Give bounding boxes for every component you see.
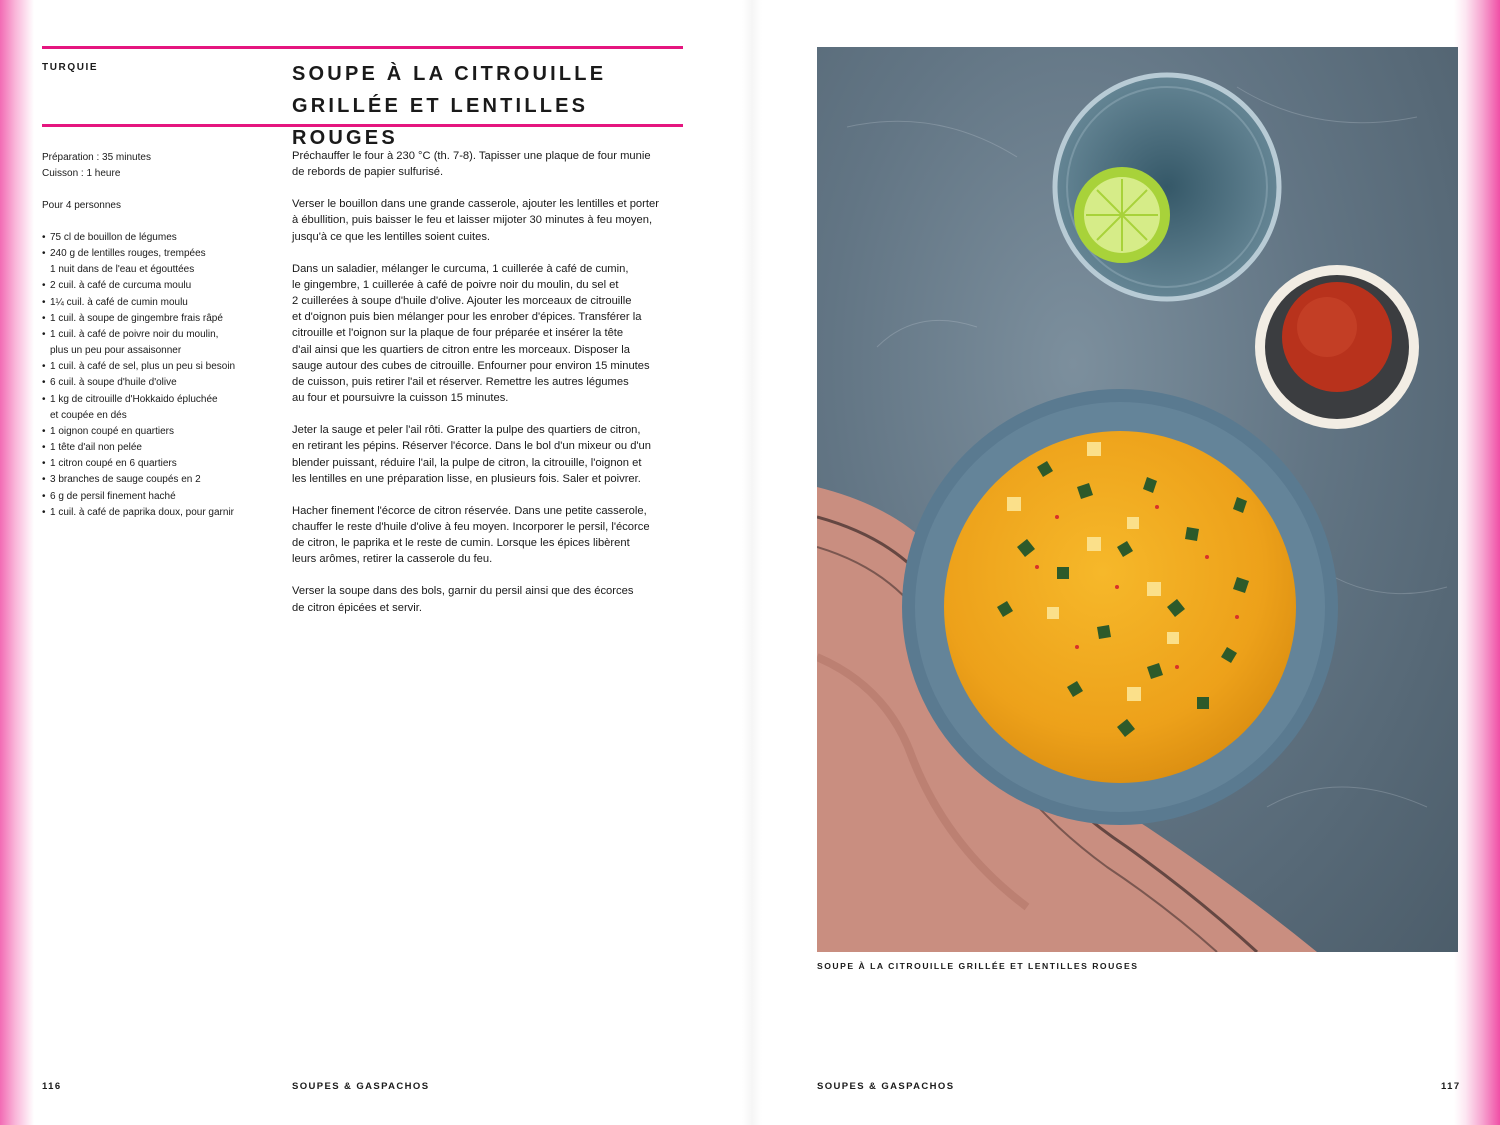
ingredient-text: 240 g de lentilles rouges, trempées 1 nuit dans de l'eau et égouttées bbox=[50, 248, 206, 276]
ingredient-item bbox=[42, 359, 262, 375]
header-rule-top bbox=[42, 46, 683, 49]
book-spine bbox=[742, 0, 762, 1125]
bullet-icon: • bbox=[42, 425, 46, 437]
ingredient-item bbox=[42, 278, 262, 294]
ingredient-item bbox=[42, 311, 262, 327]
page-edge-left bbox=[0, 0, 34, 1125]
recipe-step: Jeter la sauge et peler l'ail rôti. Gratter la pulpe des quartiers de citron, en retirant les pépins. Réserver l'écorce. Dans le bol d'un mixeur ou d'un blender puissant, réduire l'ail, la pulpe de citron, la citrouille, l'oignon et les lentilles en une préparation lisse, en plusieurs fois. Saler et poivrer. bbox=[292, 424, 651, 485]
recipe-step: Verser la soupe dans des bols, garnir du persil ainsi que des écorces de citron épicées et servir. bbox=[292, 585, 634, 614]
photo-caption: SOUPE À LA CITROUILLE GRILLÉE ET LENTILLES ROUGES bbox=[817, 961, 1139, 971]
ingredient-text: 1 citron coupé en 6 quartiers bbox=[50, 458, 177, 470]
bullet-icon: • bbox=[42, 312, 46, 324]
recipe-meta bbox=[42, 150, 262, 215]
bullet-icon: • bbox=[42, 442, 46, 454]
ingredient-list bbox=[42, 230, 262, 521]
recipe-category: TURQUIE bbox=[42, 62, 99, 73]
ingredient-text: 1 cuil. à café de sel, plus un peu si besoin bbox=[50, 361, 236, 373]
ingredient-text: 1 cuil. à café de poivre noir du moulin, plus un peu pour assaisonner bbox=[50, 328, 219, 357]
ingredient-item bbox=[42, 246, 262, 278]
ingredient-text: 6 cuil. à soupe d'huile d'olive bbox=[50, 377, 177, 389]
page-number-left: 116 bbox=[42, 1081, 62, 1092]
recipe-steps bbox=[292, 148, 692, 632]
ingredient-text: 1¼ cuil. à café de cumin moulu bbox=[50, 296, 188, 308]
ingredient-item bbox=[42, 375, 262, 391]
page-edge-right bbox=[1454, 0, 1500, 1125]
ingredient-text: 75 cl de bouillon de légumes bbox=[50, 232, 177, 243]
servings: Pour 4 personnes bbox=[42, 200, 121, 212]
bullet-icon: • bbox=[42, 232, 46, 243]
ingredient-item bbox=[42, 295, 262, 311]
bullet-icon: • bbox=[42, 393, 46, 405]
ingredient-item bbox=[42, 505, 262, 521]
ingredient-item bbox=[42, 230, 262, 246]
recipe-title-line-1: SOUPE À LA CITROUILLE bbox=[292, 63, 607, 85]
ingredient-text: 1 cuil. à café de paprika doux, pour garnir bbox=[50, 506, 234, 518]
bullet-icon: • bbox=[42, 458, 46, 470]
ingredient-text: 1 kg de citrouille d'Hokkaido épluchée et coupée en dés bbox=[50, 393, 218, 421]
bullet-icon: • bbox=[42, 506, 46, 518]
bullet-icon: • bbox=[42, 296, 46, 308]
ingredient-item bbox=[42, 392, 262, 424]
soup-photo bbox=[817, 47, 1458, 952]
bullet-icon: • bbox=[42, 280, 46, 292]
ingredient-item bbox=[42, 327, 262, 359]
ingredient-item bbox=[42, 472, 262, 488]
soup-photo-illustration bbox=[817, 47, 1458, 952]
bullet-icon: • bbox=[42, 328, 46, 340]
ingredient-text: 1 cuil. à soupe de gingembre frais râpé bbox=[50, 312, 223, 324]
ingredient-item bbox=[42, 456, 262, 472]
recipe-step: Verser le bouillon dans une grande casserole, ajouter les lentilles et porter à ébullition, puis baisser le feu et laisser mijoter 30 minutes à feu moyen, jusqu'à ce que les lentilles soient cuites. bbox=[292, 198, 659, 243]
recipe-step: Hacher finement l'écorce de citron réservée. Dans une petite casserole, chauffer le reste d'huile d'olive à feu moyen. Incorporer le persil, l'écorce de citron, le paprika et le reste de cumin. Lorsque les épices libèrent leurs arômes, retirer la casserole du feu. bbox=[292, 504, 650, 566]
bullet-icon: • bbox=[42, 248, 46, 260]
bullet-icon: • bbox=[42, 377, 46, 389]
ingredient-item bbox=[42, 424, 262, 440]
recipe-step: Préchauffer le four à 230 °C (th. 7-8). Tapisser une plaque de four munie de rebords de papier sulfurisé. bbox=[292, 150, 651, 179]
recipe-title bbox=[292, 58, 692, 154]
recipe-title-line-2: GRILLÉE ET LENTILLES ROUGES bbox=[292, 95, 589, 149]
cooking-time: Cuisson : 1 heure bbox=[42, 168, 121, 180]
page-number-right: 117 bbox=[1441, 1081, 1461, 1092]
ingredient-text: 2 cuil. à café de curcuma moulu bbox=[50, 280, 192, 292]
ingredient-text: 1 oignon coupé en quartiers bbox=[50, 425, 174, 437]
preparation-time: Préparation : 35 minutes bbox=[42, 152, 151, 163]
header-rule-bottom bbox=[42, 124, 683, 127]
recipe-step: Dans un saladier, mélanger le curcuma, 1 cuillerée à café de cumin, le gingembre, 1 cuillerée à café de poivre noir du moulin, du sel et 2 cuillerées à soupe d'huile d'olive. Ajouter les morceaux de citrouille et d'oignon puis bien mélanger pour les enrober d'épices. Transférer la citrouille et l'oignon sur la plaque de four préparée et insérer la tête d'ail ainsi que les quartiers de citron entre les morceaux. Disposer la sauge autour des cubes de citrouille. Enfourner pour environ 15 minutes de cuisson, puis retirer l'ail et réserver. Remettre les autres légumes au four et poursuivre la cuisson 15 minutes. bbox=[292, 262, 650, 405]
ingredient-text: 6 g de persil finement haché bbox=[50, 490, 176, 502]
bullet-icon: • bbox=[42, 490, 46, 502]
bullet-icon: • bbox=[42, 474, 46, 486]
bullet-icon: • bbox=[42, 361, 46, 373]
ingredient-item bbox=[42, 440, 262, 456]
running-footer-right: SOUPES & GASPACHOS bbox=[817, 1081, 955, 1092]
ingredient-item bbox=[42, 489, 262, 505]
ingredient-text: 3 branches de sauge coupés en 2 bbox=[50, 474, 201, 486]
running-footer-left: SOUPES & GASPACHOS bbox=[292, 1081, 430, 1092]
ingredient-text: 1 tête d'ail non pelée bbox=[50, 442, 142, 454]
